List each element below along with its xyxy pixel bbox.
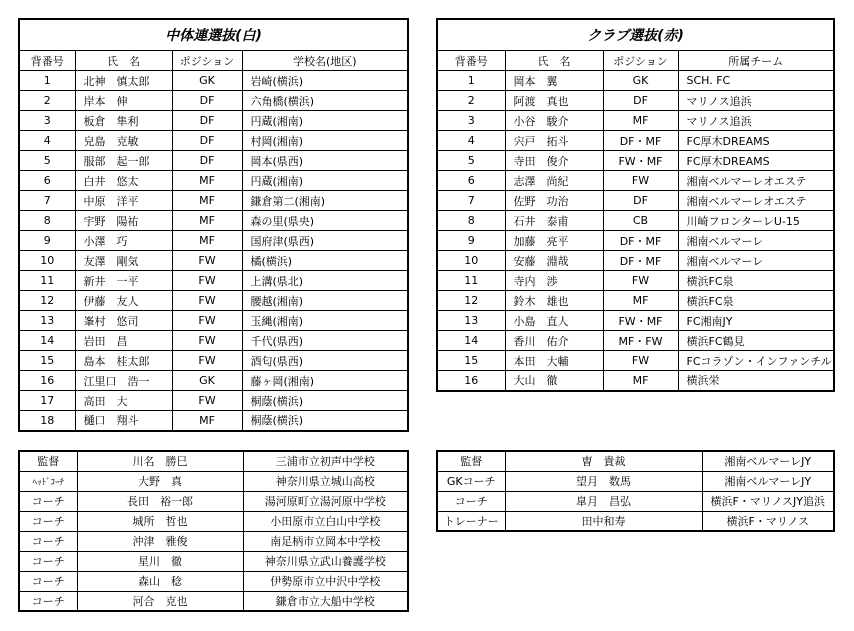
player-name: 宇野 陽祐	[75, 211, 172, 231]
staff-role: 監督	[437, 451, 505, 471]
player-row	[19, 391, 408, 411]
player-team: FC厚木DREAMS	[678, 151, 834, 171]
player-row	[437, 191, 834, 211]
staff-role: コーチ	[19, 551, 77, 571]
player-school: 藤ヶ岡(湘南)	[242, 371, 408, 391]
player-name: 峯村 悠司	[75, 311, 172, 331]
staff-row	[437, 491, 834, 511]
player-row	[19, 191, 408, 211]
player-school: 鎌倉第二(湘南)	[242, 191, 408, 211]
player-row	[19, 351, 408, 371]
player-number: 13	[437, 311, 505, 331]
player-name: 本田 大輔	[505, 351, 603, 371]
staff-role: GKコーチ	[437, 471, 505, 491]
player-name: 中原 洋平	[75, 191, 172, 211]
player-number: 17	[19, 391, 75, 411]
staff-role: コーチ	[19, 571, 77, 591]
player-position: GK	[172, 371, 242, 391]
player-team: 川崎フロンターレU-15	[678, 211, 834, 231]
player-school: 岩崎(横浜)	[242, 71, 408, 91]
header-name: 氏 名	[505, 51, 603, 71]
player-position: FW	[603, 271, 678, 291]
player-position: DF	[603, 191, 678, 211]
player-number: 7	[437, 191, 505, 211]
player-team: SCH. FC	[678, 71, 834, 91]
player-team: 湘南ベルマーレ	[678, 251, 834, 271]
player-name: 小島 直人	[505, 311, 603, 331]
player-number: 6	[19, 171, 75, 191]
staff-name: 長田 裕一郎	[77, 491, 243, 511]
staff-name: 曺 貴裁	[505, 451, 702, 471]
player-number: 9	[437, 231, 505, 251]
player-row	[19, 291, 408, 311]
player-position: GK	[172, 71, 242, 91]
player-row	[19, 171, 408, 191]
player-row	[437, 91, 834, 111]
player-position: DF・MF	[603, 251, 678, 271]
player-position: MF	[172, 231, 242, 251]
player-name: 岩田 昌	[75, 331, 172, 351]
player-school: 玉縄(湘南)	[242, 311, 408, 331]
player-position: DF	[603, 91, 678, 111]
player-school: 橘(横浜)	[242, 251, 408, 271]
player-name: 小谷 駿介	[505, 111, 603, 131]
staff-name: 城所 哲也	[77, 511, 243, 531]
staff-school: 神奈川県立武山養護学校	[243, 551, 408, 571]
player-name: 寺内 渉	[505, 271, 603, 291]
player-row	[19, 311, 408, 331]
player-name: 新井 一平	[75, 271, 172, 291]
player-position: DF	[172, 131, 242, 151]
player-position: CB	[603, 211, 678, 231]
staff-school: 鎌倉市立大船中学校	[243, 591, 408, 611]
player-name: 安藤 淵哉	[505, 251, 603, 271]
player-team: 横浜栄	[678, 371, 834, 391]
player-number: 14	[437, 331, 505, 351]
player-row	[437, 211, 834, 231]
player-name: 香川 佑介	[505, 331, 603, 351]
player-position: FW	[603, 171, 678, 191]
player-team: 湘南ベルマーレオエステ	[678, 191, 834, 211]
player-number: 3	[437, 111, 505, 131]
player-row	[437, 331, 834, 351]
player-team: FC湘南JY	[678, 311, 834, 331]
player-row	[19, 71, 408, 91]
header-number: 背番号	[437, 51, 505, 71]
player-number: 12	[437, 291, 505, 311]
player-row	[437, 291, 834, 311]
staff-row	[19, 591, 408, 611]
player-row	[437, 251, 834, 271]
staff-row	[437, 511, 834, 531]
player-number: 10	[437, 251, 505, 271]
player-school: 上溝(県北)	[242, 271, 408, 291]
white-staff-table	[18, 450, 409, 612]
player-position: DF	[172, 111, 242, 131]
player-number: 18	[19, 411, 75, 431]
player-name: 高田 大	[75, 391, 172, 411]
player-name: 大山 徹	[505, 371, 603, 391]
staff-name: 森山 稔	[77, 571, 243, 591]
player-number: 2	[437, 91, 505, 111]
header-team: 所属チーム	[678, 51, 834, 71]
player-team: FC厚木DREAMS	[678, 131, 834, 151]
staff-row	[19, 571, 408, 591]
player-team: FCコラゾン・インファンチル	[678, 351, 834, 371]
staff-row	[19, 531, 408, 551]
player-number: 5	[19, 151, 75, 171]
staff-name: 田中和寿	[505, 511, 702, 531]
player-row	[437, 171, 834, 191]
player-name: 阿渡 真也	[505, 91, 603, 111]
staff-role: 監督	[19, 451, 77, 471]
player-row	[437, 151, 834, 171]
header-number: 背番号	[19, 51, 75, 71]
player-position: MF・FW	[603, 331, 678, 351]
header-position: ポジション	[603, 51, 678, 71]
staff-row	[19, 491, 408, 511]
player-position: DF・MF	[603, 131, 678, 151]
player-number: 15	[19, 351, 75, 371]
player-position: FW・MF	[603, 151, 678, 171]
player-position: FW	[172, 311, 242, 331]
player-position: MF	[603, 111, 678, 131]
player-name: 小澤 巧	[75, 231, 172, 251]
player-row	[19, 331, 408, 351]
player-team: マリノス追浜	[678, 91, 834, 111]
player-position: FW	[172, 291, 242, 311]
staff-name: 河合 克也	[77, 591, 243, 611]
staff-row	[19, 451, 408, 471]
player-position: FW・MF	[603, 311, 678, 331]
staff-role: コーチ	[19, 511, 77, 531]
player-number: 4	[19, 131, 75, 151]
player-row	[437, 271, 834, 291]
staff-school: 三浦市立初声中学校	[243, 451, 408, 471]
staff-school: 小田原市立白山中学校	[243, 511, 408, 531]
player-team: 横浜FC泉	[678, 291, 834, 311]
player-number: 1	[19, 71, 75, 91]
staff-role: トレーナー	[437, 511, 505, 531]
red-roster-body	[437, 71, 834, 391]
staff-team: 湘南ベルマーレJY	[702, 471, 834, 491]
player-row	[19, 231, 408, 251]
staff-row	[437, 471, 834, 491]
player-number: 7	[19, 191, 75, 211]
staff-role: コーチ	[19, 591, 77, 611]
player-team: 横浜FC鶴見	[678, 331, 834, 351]
player-position: DF	[172, 91, 242, 111]
player-row	[437, 351, 834, 371]
player-position: FW	[172, 331, 242, 351]
staff-team: 横浜F・マリノス	[702, 511, 834, 531]
staff-name: 皐月 昌弘	[505, 491, 702, 511]
player-team: 湘南ベルマーレ	[678, 231, 834, 251]
staff-role: ﾍｯﾄﾞｺｰﾁ	[19, 471, 77, 491]
player-row	[437, 111, 834, 131]
player-row	[437, 311, 834, 331]
player-number: 5	[437, 151, 505, 171]
player-school: 腰越(湘南)	[242, 291, 408, 311]
player-number: 12	[19, 291, 75, 311]
player-school: 円蔵(湘南)	[242, 171, 408, 191]
player-name: 服部 起一郎	[75, 151, 172, 171]
player-position: MF	[603, 291, 678, 311]
white-staff-body	[19, 451, 408, 611]
player-position: MF	[172, 171, 242, 191]
white-roster-table	[18, 18, 409, 432]
player-name: 志澤 尚紀	[505, 171, 603, 191]
player-number: 1	[437, 71, 505, 91]
player-position: GK	[603, 71, 678, 91]
player-name: 伊藤 友人	[75, 291, 172, 311]
player-row	[437, 71, 834, 91]
player-row	[19, 271, 408, 291]
player-number: 8	[19, 211, 75, 231]
player-row	[19, 111, 408, 131]
player-row	[19, 411, 408, 431]
player-school: 村岡(湘南)	[242, 131, 408, 151]
player-name: 皃島 克敏	[75, 131, 172, 151]
player-position: MF	[172, 211, 242, 231]
player-school: 岡本(県西)	[242, 151, 408, 171]
player-number: 8	[437, 211, 505, 231]
player-name: 寺田 俊介	[505, 151, 603, 171]
staff-team: 横浜F・マリノスJY追浜	[702, 491, 834, 511]
player-row	[19, 91, 408, 111]
staff-row	[437, 451, 834, 471]
player-number: 3	[19, 111, 75, 131]
player-school: 千代(県西)	[242, 331, 408, 351]
player-number: 11	[437, 271, 505, 291]
red-staff-table	[436, 450, 835, 532]
player-name: 島本 桂太郎	[75, 351, 172, 371]
player-team: マリノス追浜	[678, 111, 834, 131]
player-school: 桐蔭(横浜)	[242, 391, 408, 411]
player-number: 11	[19, 271, 75, 291]
player-number: 9	[19, 231, 75, 251]
staff-name: 大野 真	[77, 471, 243, 491]
staff-row	[19, 551, 408, 571]
player-number: 13	[19, 311, 75, 331]
player-name: 加藤 亮平	[505, 231, 603, 251]
red-staff-body	[437, 451, 834, 531]
player-name: 白井 悠太	[75, 171, 172, 191]
player-number: 2	[19, 91, 75, 111]
player-school: 国府津(県西)	[242, 231, 408, 251]
player-name: 佐野 功治	[505, 191, 603, 211]
header-school: 学校名(地区)	[242, 51, 408, 71]
white-roster-body	[19, 71, 408, 431]
player-number: 16	[19, 371, 75, 391]
player-position: DF	[172, 151, 242, 171]
player-number: 16	[437, 371, 505, 391]
player-name: 宍戸 拓斗	[505, 131, 603, 151]
player-name: 鈴木 雄也	[505, 291, 603, 311]
player-row	[437, 231, 834, 251]
player-school: 円蔵(湘南)	[242, 111, 408, 131]
player-position: FW	[172, 271, 242, 291]
player-position: MF	[603, 371, 678, 391]
player-name: 樋口 翔斗	[75, 411, 172, 431]
staff-row	[19, 471, 408, 491]
white-roster-title: 中体連選抜(白)	[19, 19, 408, 51]
player-row	[19, 151, 408, 171]
player-number: 10	[19, 251, 75, 271]
staff-team: 湘南ベルマーレJY	[702, 451, 834, 471]
player-name: 北神 慎太郎	[75, 71, 172, 91]
player-number: 6	[437, 171, 505, 191]
player-row	[19, 131, 408, 151]
player-position: FW	[603, 351, 678, 371]
player-team: 横浜FC泉	[678, 271, 834, 291]
staff-name: 望月 数馬	[505, 471, 702, 491]
player-row	[19, 211, 408, 231]
staff-name: 星川 徹	[77, 551, 243, 571]
player-position: FW	[172, 351, 242, 371]
player-name: 岸本 伸	[75, 91, 172, 111]
player-school: 六角橋(横浜)	[242, 91, 408, 111]
staff-row	[19, 511, 408, 531]
header-position: ポジション	[172, 51, 242, 71]
red-roster-title: クラブ選抜(赤)	[437, 19, 834, 51]
player-position: MF	[172, 191, 242, 211]
player-row	[19, 251, 408, 271]
header-name: 氏 名	[75, 51, 172, 71]
player-number: 14	[19, 331, 75, 351]
player-position: FW	[172, 251, 242, 271]
player-school: 森の里(県央)	[242, 211, 408, 231]
player-name: 友澤 剛気	[75, 251, 172, 271]
player-row	[437, 131, 834, 151]
player-name: 岡本 翼	[505, 71, 603, 91]
staff-role: コーチ	[19, 531, 77, 551]
player-position: FW	[172, 391, 242, 411]
player-school: 酒匂(県西)	[242, 351, 408, 371]
player-school: 桐蔭(横浜)	[242, 411, 408, 431]
player-name: 石井 泰甫	[505, 211, 603, 231]
staff-school: 南足柄市立岡本中学校	[243, 531, 408, 551]
staff-school: 神奈川県立城山高校	[243, 471, 408, 491]
player-position: MF	[172, 411, 242, 431]
player-position: DF・MF	[603, 231, 678, 251]
staff-name: 川名 勝巳	[77, 451, 243, 471]
staff-name: 沖津 雅俊	[77, 531, 243, 551]
player-team: 湘南ベルマーレオエステ	[678, 171, 834, 191]
staff-school: 伊勢原市立中沢中学校	[243, 571, 408, 591]
staff-school: 湯河原町立湯河原中学校	[243, 491, 408, 511]
player-name: 江里口 浩一	[75, 371, 172, 391]
staff-role: コーチ	[437, 491, 505, 511]
red-roster-table	[436, 18, 835, 392]
player-row	[437, 371, 834, 391]
player-number: 4	[437, 131, 505, 151]
staff-role: コーチ	[19, 491, 77, 511]
player-number: 15	[437, 351, 505, 371]
player-row	[19, 371, 408, 391]
player-name: 板倉 隼利	[75, 111, 172, 131]
